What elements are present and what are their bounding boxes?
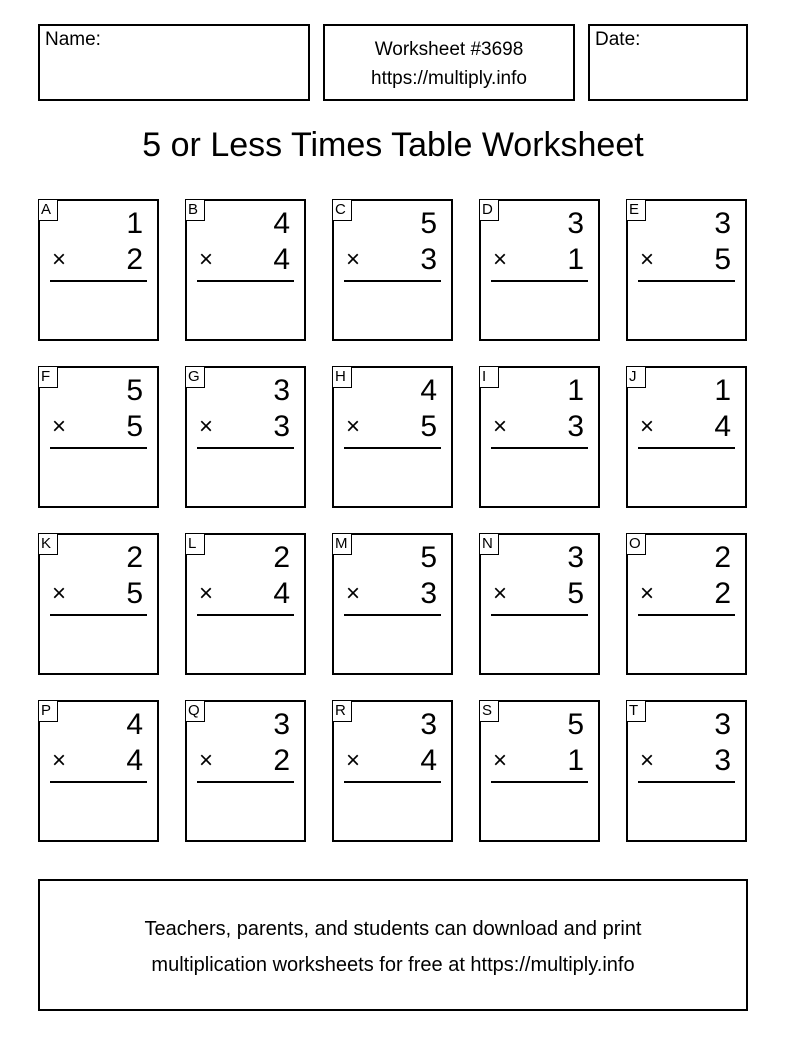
multiplicand: 3 <box>567 541 584 574</box>
multiplier: 4 <box>714 410 731 443</box>
problem-letter: P <box>38 700 58 722</box>
multiplier: 4 <box>273 577 290 610</box>
answer-line <box>491 447 588 449</box>
footer-box <box>38 879 748 1011</box>
answer-line <box>491 614 588 616</box>
multiplier: 2 <box>126 243 143 276</box>
multiplier: 3 <box>567 410 584 443</box>
multiplier: 3 <box>420 243 437 276</box>
problem-letter: L <box>185 533 205 555</box>
problem-letter: J <box>626 366 646 388</box>
problem-card[interactable] <box>479 366 600 508</box>
multiplier: 2 <box>714 577 731 610</box>
problem-letter: T <box>626 700 646 722</box>
answer-line <box>344 614 441 616</box>
footer-line-2: multiplication worksheets for free at https://multiply.info <box>151 954 635 976</box>
multiplicand: 3 <box>273 374 290 407</box>
answer-line <box>50 781 147 783</box>
problem-letter: S <box>479 700 499 722</box>
multiply-sign: × <box>52 580 67 607</box>
answer-line <box>491 781 588 783</box>
multiplicand: 3 <box>420 708 437 741</box>
multiply-sign: × <box>199 413 214 440</box>
multiplier: 5 <box>714 243 731 276</box>
worksheet-url: https://multiply.info <box>371 68 527 89</box>
multiply-sign: × <box>346 747 361 774</box>
answer-line <box>197 447 294 449</box>
multiply-sign: × <box>52 747 67 774</box>
multiplier: 5 <box>126 577 143 610</box>
problem-letter: M <box>332 533 352 555</box>
answer-line <box>344 280 441 282</box>
problem-card[interactable] <box>332 533 453 675</box>
problem-letter: B <box>185 199 205 221</box>
problem-card[interactable] <box>38 199 159 341</box>
footer-line-1: Teachers, parents, and students can download and print <box>144 918 642 940</box>
multiply-sign: × <box>493 580 508 607</box>
answer-line <box>197 280 294 282</box>
answer-line <box>638 614 735 616</box>
multiplier: 2 <box>273 744 290 777</box>
problem-card[interactable] <box>185 199 306 341</box>
answer-line <box>344 447 441 449</box>
problem-letter: N <box>479 533 499 555</box>
problem-letter: F <box>38 366 58 388</box>
multiply-sign: × <box>640 413 655 440</box>
problem-letter: E <box>626 199 646 221</box>
multiply-sign: × <box>493 747 508 774</box>
multiplicand: 1 <box>567 374 584 407</box>
problem-card[interactable] <box>626 366 747 508</box>
multiplicand: 4 <box>126 708 143 741</box>
problem-letter: D <box>479 199 499 221</box>
problem-card[interactable] <box>185 533 306 675</box>
problem-letter: A <box>38 199 58 221</box>
problem-card[interactable] <box>626 700 747 842</box>
multiplicand: 5 <box>126 374 143 407</box>
problem-card[interactable] <box>38 700 159 842</box>
problem-card[interactable] <box>332 700 453 842</box>
worksheet-number: Worksheet #3698 <box>374 39 524 60</box>
problem-letter: O <box>626 533 646 555</box>
problem-grid <box>38 199 747 842</box>
problem-card[interactable] <box>479 533 600 675</box>
problem-card[interactable] <box>185 366 306 508</box>
answer-line <box>638 781 735 783</box>
multiplicand: 2 <box>273 541 290 574</box>
answer-line <box>344 781 441 783</box>
multiplier: 3 <box>714 744 731 777</box>
answer-line <box>50 280 147 282</box>
problem-letter: R <box>332 700 352 722</box>
problem-card[interactable] <box>479 199 600 341</box>
multiplier: 5 <box>420 410 437 443</box>
answer-line <box>50 614 147 616</box>
multiply-sign: × <box>493 246 508 273</box>
multiply-sign: × <box>199 246 214 273</box>
problem-card[interactable] <box>626 199 747 341</box>
answer-line <box>197 614 294 616</box>
multiply-sign: × <box>346 413 361 440</box>
problem-letter: Q <box>185 700 205 722</box>
answer-line <box>638 280 735 282</box>
multiply-sign: × <box>640 747 655 774</box>
answer-line <box>638 447 735 449</box>
problem-letter: K <box>38 533 58 555</box>
multiply-sign: × <box>640 580 655 607</box>
multiplier: 3 <box>420 577 437 610</box>
multiplicand: 5 <box>420 207 437 240</box>
multiplier: 5 <box>126 410 143 443</box>
name-field[interactable] <box>38 24 310 101</box>
problem-card[interactable] <box>626 533 747 675</box>
problem-letter: I <box>479 366 499 388</box>
problem-card[interactable] <box>185 700 306 842</box>
multiplicand: 5 <box>567 708 584 741</box>
worksheet-info-box <box>323 24 575 101</box>
multiplicand: 3 <box>567 207 584 240</box>
multiplier: 3 <box>273 410 290 443</box>
problem-letter: H <box>332 366 352 388</box>
multiplicand: 2 <box>126 541 143 574</box>
multiply-sign: × <box>199 580 214 607</box>
date-label: Date: <box>595 29 641 50</box>
multiply-sign: × <box>199 747 214 774</box>
multiplicand: 4 <box>420 374 437 407</box>
answer-line <box>491 280 588 282</box>
name-label: Name: <box>45 29 101 50</box>
problem-card[interactable] <box>332 199 453 341</box>
multiply-sign: × <box>346 246 361 273</box>
multiplicand: 3 <box>273 708 290 741</box>
date-field[interactable] <box>588 24 748 101</box>
multiplier: 4 <box>420 744 437 777</box>
problem-card[interactable] <box>38 533 159 675</box>
answer-line <box>197 781 294 783</box>
multiplicand: 3 <box>714 207 731 240</box>
multiplier: 5 <box>567 577 584 610</box>
multiplicand: 2 <box>714 541 731 574</box>
problem-card[interactable] <box>332 366 453 508</box>
multiply-sign: × <box>52 413 67 440</box>
multiply-sign: × <box>640 246 655 273</box>
multiplier: 1 <box>567 243 584 276</box>
multiplicand: 5 <box>420 541 437 574</box>
multiplicand: 3 <box>714 708 731 741</box>
multiply-sign: × <box>493 413 508 440</box>
multiplier: 1 <box>567 744 584 777</box>
answer-line <box>50 447 147 449</box>
multiplier: 4 <box>126 744 143 777</box>
worksheet-title: 5 or Less Times Table Worksheet <box>142 126 644 164</box>
multiplicand: 4 <box>273 207 290 240</box>
problem-letter: G <box>185 366 205 388</box>
multiplier: 4 <box>273 243 290 276</box>
problem-card[interactable] <box>479 700 600 842</box>
problem-letter: C <box>332 199 352 221</box>
multiplicand: 1 <box>126 207 143 240</box>
multiply-sign: × <box>346 580 361 607</box>
multiplicand: 1 <box>714 374 731 407</box>
problem-card[interactable] <box>38 366 159 508</box>
multiply-sign: × <box>52 246 67 273</box>
